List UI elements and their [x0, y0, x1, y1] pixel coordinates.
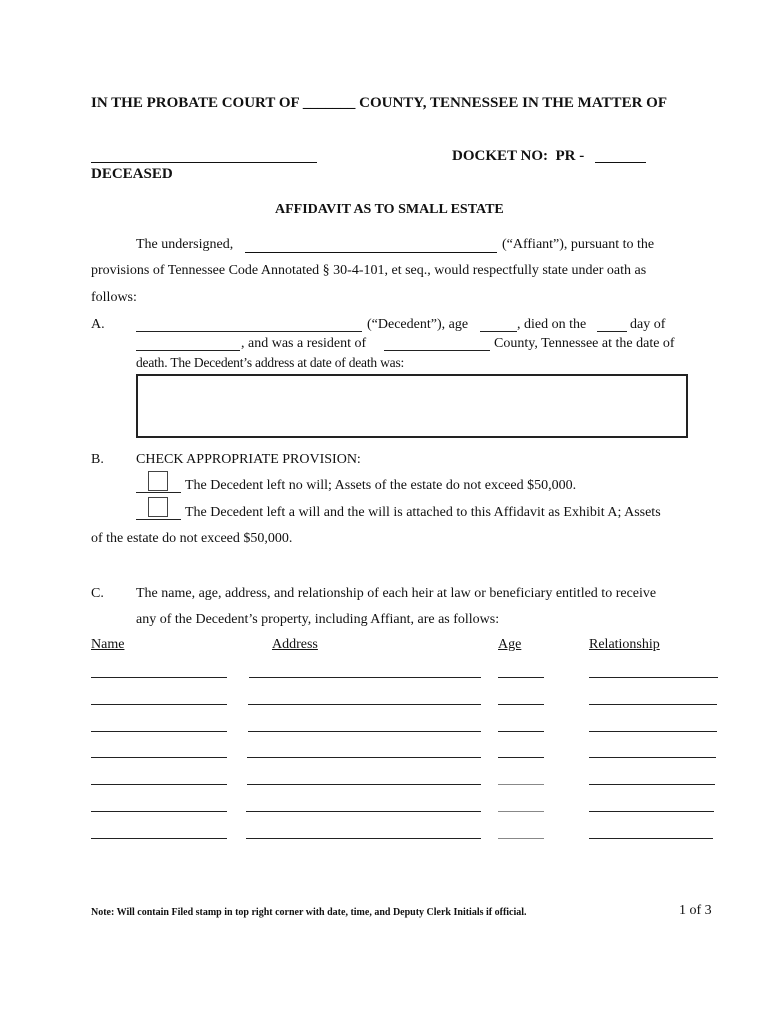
address-prompt: death. The Decedent’s address at date of death was: — [136, 355, 405, 370]
age-line[interactable] — [480, 331, 517, 332]
decedent-label: (“Decedent”), age — [367, 317, 469, 332]
with-will-option-line-1: The Decedent left a will and the will is attached to this Affidavit as Exhibit A; Assets — [185, 505, 661, 520]
decedent-address-box[interactable] — [136, 374, 688, 438]
county-of-residence-line[interactable] — [384, 350, 490, 351]
with-will-checkbox[interactable] — [148, 497, 168, 517]
column-header-name: Name — [91, 637, 125, 652]
section-c-label: C. — [91, 586, 104, 601]
section-b-label: B. — [91, 452, 104, 467]
heir-age-line[interactable] — [498, 677, 544, 678]
affiant-name-line[interactable] — [245, 252, 497, 253]
heir-address-line[interactable] — [249, 677, 481, 678]
county-tennessee-label: County, Tennessee at the date of — [494, 336, 675, 351]
docket-number-line[interactable] — [595, 162, 646, 163]
decedent-name-line[interactable] — [91, 162, 317, 163]
heir-age-line[interactable] — [498, 757, 544, 758]
heirs-intro-line-2: any of the Decedent’s property, including Affiant, are as follows: — [136, 612, 500, 627]
column-header-address: Address — [272, 637, 318, 652]
heir-address-line[interactable] — [247, 784, 481, 785]
no-will-option: The Decedent left no will; Assets of the estate do not exceed $50,000. — [185, 478, 577, 493]
intro-line-1-end: (“Affiant”), pursuant to the — [502, 237, 655, 252]
intro-line-1-start: The undersigned, — [136, 237, 234, 252]
docket-prefix: PR - — [555, 148, 585, 164]
day-line[interactable] — [597, 331, 627, 332]
heir-relationship-line[interactable] — [589, 704, 717, 705]
heir-name-line[interactable] — [91, 731, 227, 732]
with-will-option-line-2: of the estate do not exceed $50,000. — [91, 531, 293, 546]
check-provision-heading: CHECK APPROPRIATE PROVISION: — [136, 452, 361, 467]
heir-name-line[interactable] — [91, 838, 227, 839]
docket-number — [452, 148, 584, 165]
no-will-check-line — [136, 492, 181, 493]
page-number: 1 of 3 — [679, 903, 712, 918]
footer-note: Note: Will contain Filed stamp in top right corner with date, time, and Deputy Clerk Initials if official. — [91, 907, 527, 918]
court-prefix: IN THE PROBATE COURT OF — [91, 95, 300, 111]
court-suffix: COUNTY, TENNESSEE IN THE MATTER OF — [359, 95, 667, 111]
heir-age-line[interactable] — [498, 838, 544, 839]
month-year-line[interactable] — [136, 350, 240, 351]
document-title: AFFIDAVIT AS TO SMALL ESTATE — [275, 202, 504, 217]
heir-age-line[interactable] — [498, 704, 544, 705]
heir-name-line[interactable] — [91, 677, 227, 678]
died-on-label: , died on the — [517, 317, 587, 332]
heirs-intro-line-1: The name, age, address, and relationship of each heir at law or beneficiary entitled to receive — [136, 586, 657, 601]
heir-name-line[interactable] — [91, 757, 227, 758]
heir-relationship-line[interactable] — [589, 757, 716, 758]
county-blank: _______ — [302, 95, 356, 111]
heir-address-line[interactable] — [248, 704, 481, 705]
column-header-age: Age — [498, 637, 522, 652]
deceased-label: DECEASED — [91, 166, 173, 182]
heir-relationship-line[interactable] — [589, 838, 713, 839]
heir-address-line[interactable] — [247, 757, 481, 758]
with-will-check-line — [136, 519, 181, 520]
heir-age-line[interactable] — [498, 731, 544, 732]
heir-address-line[interactable] — [246, 838, 481, 839]
heir-name-line[interactable] — [91, 704, 227, 705]
heir-relationship-line[interactable] — [589, 731, 717, 732]
heir-age-line[interactable] — [498, 784, 544, 785]
heir-relationship-line[interactable] — [589, 784, 715, 785]
heir-address-line[interactable] — [248, 731, 481, 732]
heir-address-line[interactable] — [246, 811, 481, 812]
intro-line-2: provisions of Tennessee Code Annotated § 30-4-101, et seq., would respectfully state under oath as — [91, 263, 647, 278]
heir-relationship-line[interactable] — [589, 811, 714, 812]
day-of-label: day of — [630, 317, 666, 332]
court-heading — [91, 95, 667, 112]
intro-line-3: follows: — [91, 290, 137, 305]
heir-relationship-line[interactable] — [589, 677, 718, 678]
no-will-checkbox[interactable] — [148, 471, 168, 491]
heir-name-line[interactable] — [91, 811, 227, 812]
heir-name-line[interactable] — [91, 784, 227, 785]
resident-label: , and was a resident of — [241, 336, 367, 351]
docket-label: DOCKET NO: — [452, 148, 548, 164]
heir-age-line[interactable] — [498, 811, 544, 812]
column-header-relationship: Relationship — [589, 637, 660, 652]
decedent-full-name-line[interactable] — [136, 331, 362, 332]
section-a-label: A. — [91, 317, 105, 332]
